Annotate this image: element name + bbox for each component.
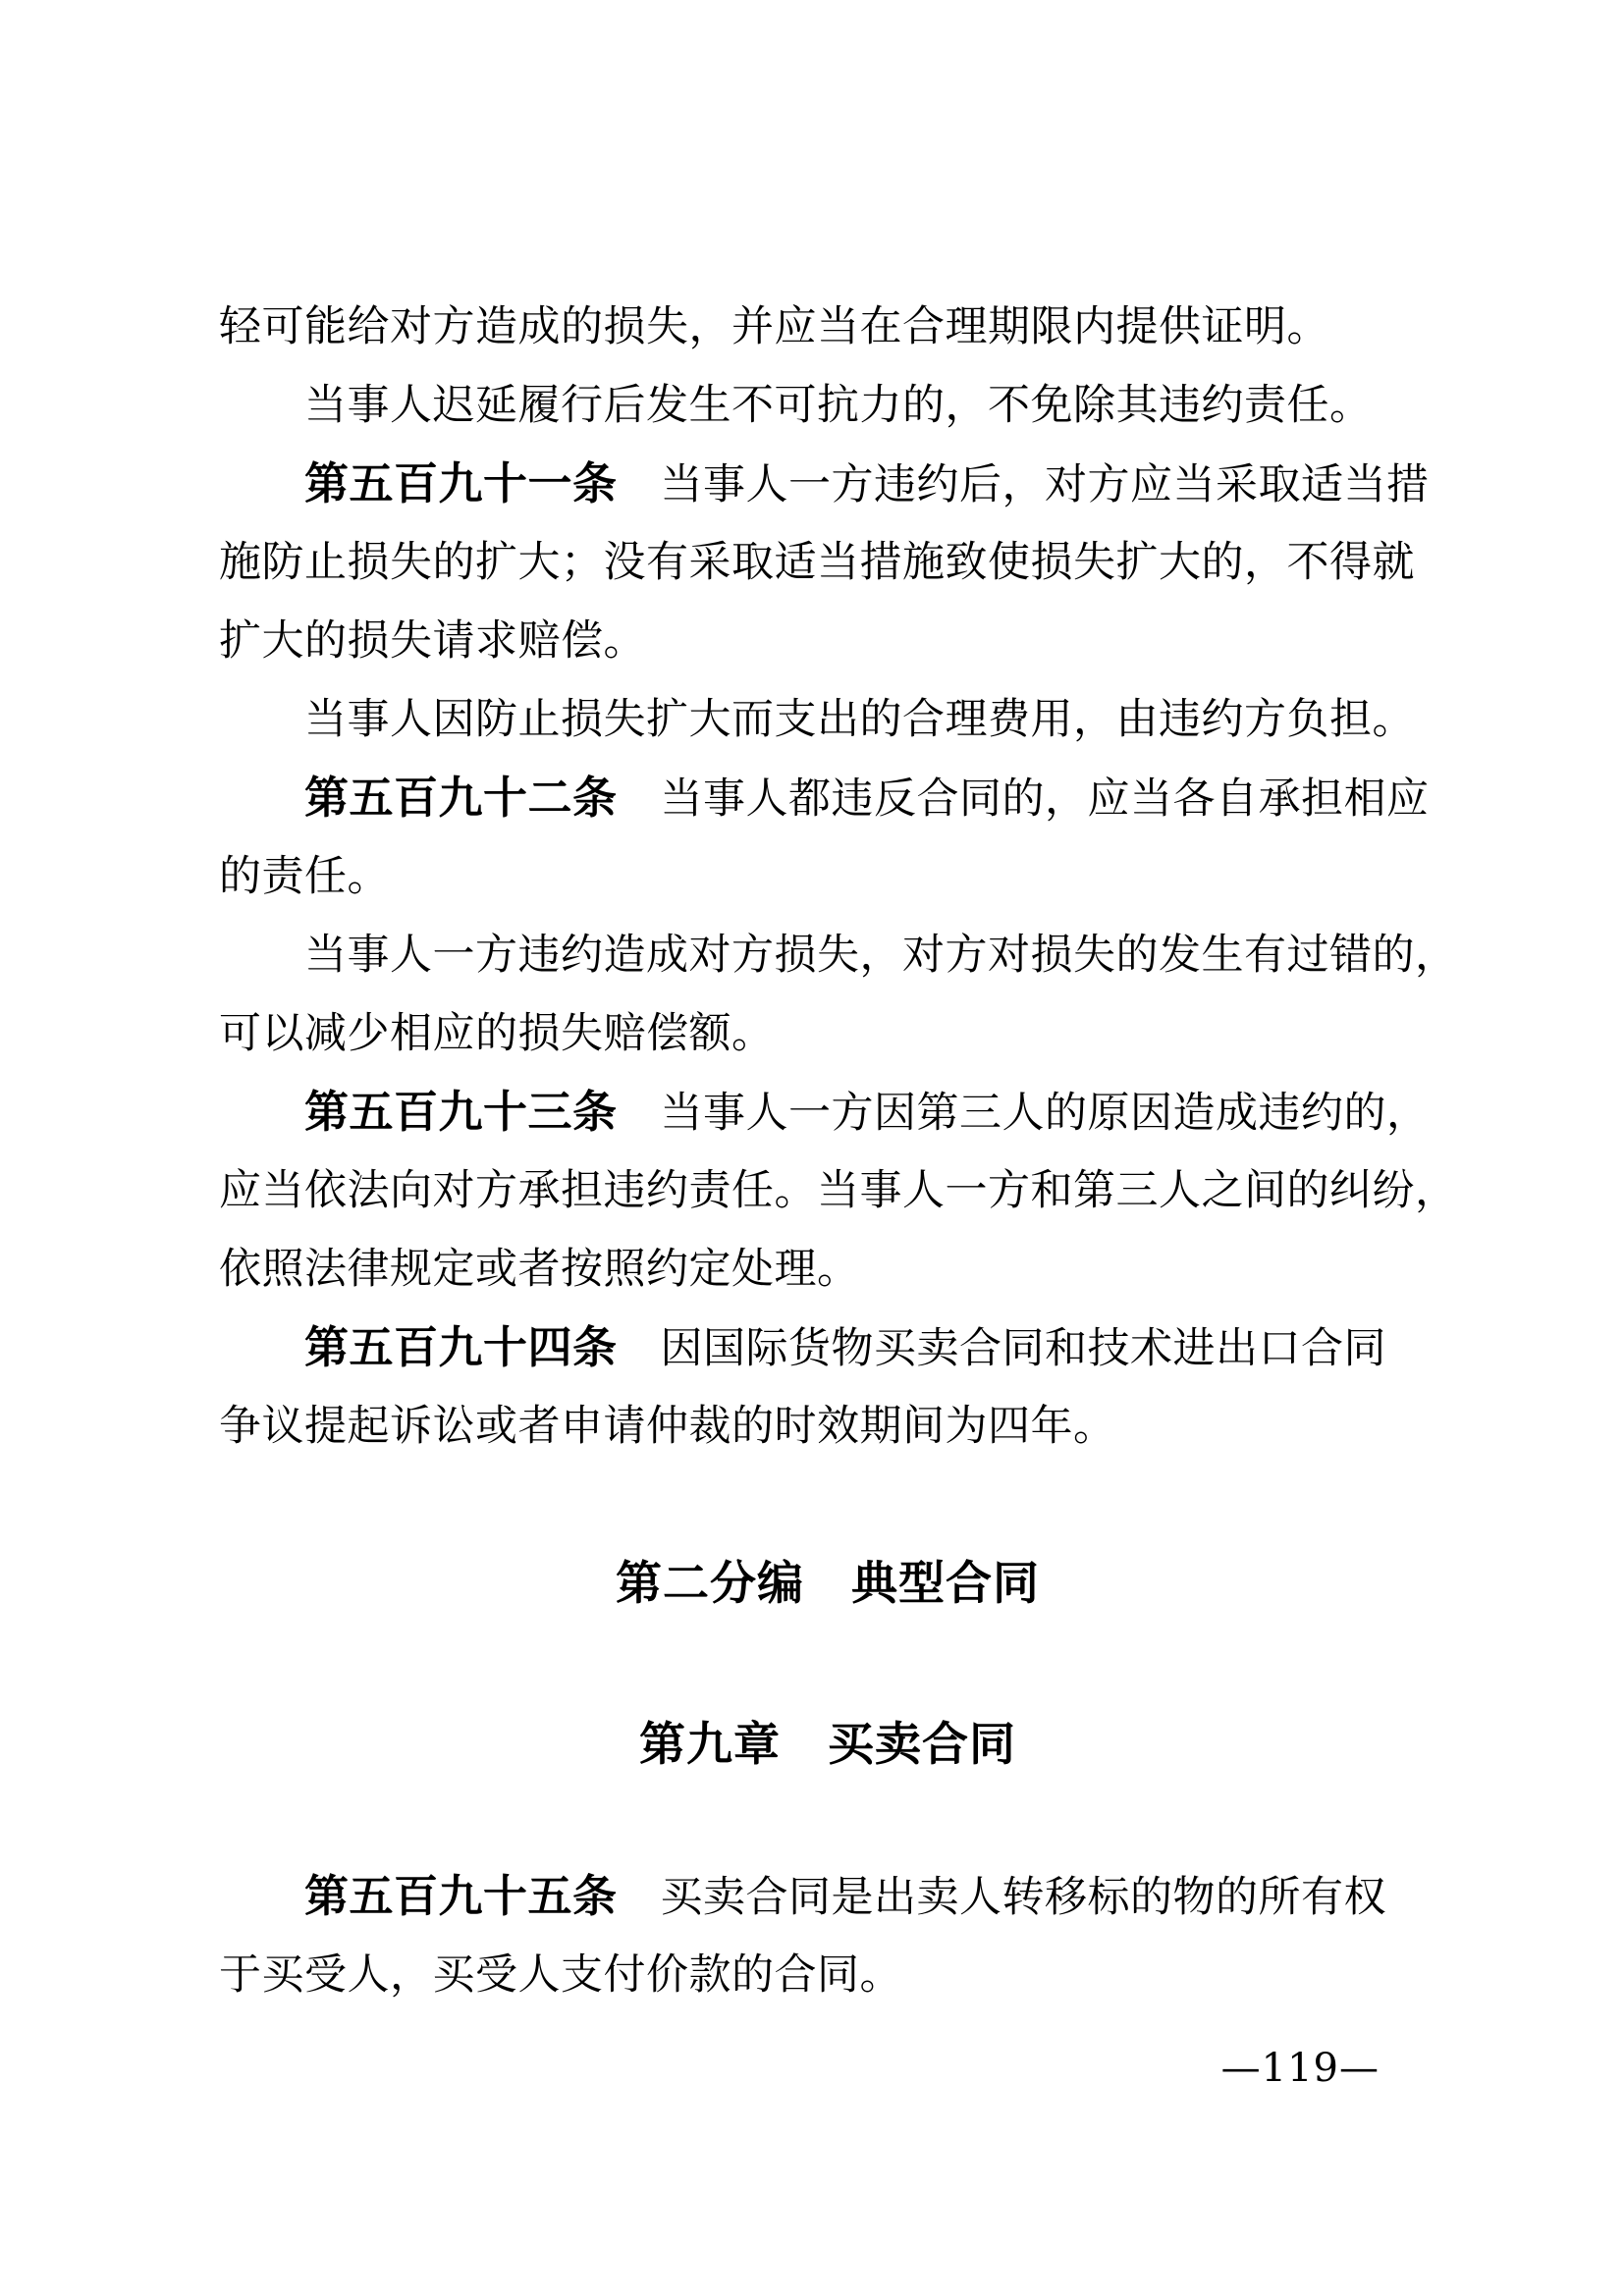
text-line [219,602,1436,680]
article-number-591: 第五百九十一条 [304,457,618,509]
page-number: —119— [1220,2046,1380,2091]
text-line [219,1387,1436,1466]
chapter-heading: 第九章 买卖合同 [639,1718,1016,1772]
line-text: 依照法律规定或者按照约定处理。 [219,1245,860,1294]
text-line [219,680,1436,759]
line-text: 买卖合同是出卖人转移标的物的所有权 [660,1873,1387,1922]
article-number-595: 第五百九十五条 [304,1870,618,1922]
line-text: 扩大的损失请求赔偿。 [219,616,646,666]
line-text: 当事人因防止损失扩大而支出的合理费用，由违约方负担。 [304,695,1415,744]
line-text: 当事人一方因第三人的原因造成违约的， [660,1089,1430,1138]
article-592-line [219,759,1436,837]
text-line [219,837,1436,916]
article-595-line [219,1857,1436,1936]
article-number-592: 第五百九十二条 [304,772,618,824]
text-line [219,1936,1436,2014]
text-line [219,523,1436,602]
text-line [219,1151,1458,1230]
article-593-line [219,1073,1436,1151]
text-line [219,366,1436,445]
line-text: 当事人迟延履行后发生不可抗力的，不免除其违约责任。 [304,381,1373,430]
article-591-line [219,445,1436,523]
line-text: 于买受人，买受人支付价款的合同。 [219,1950,902,2000]
line-text: 当事人一方违约造成对方损失，对方对损失的发生有过错的， [304,931,1458,980]
text-line [219,916,1458,994]
line-text: 因国际货物买卖合同和技术进出口合同 [660,1324,1387,1373]
line-text: 当事人都违反合同的，应当各自承担相应 [660,774,1430,824]
line-text: 轻可能给对方造成的损失，并应当在合理期限内提供证明。 [219,302,1329,351]
part-heading: 第二分编 典型合同 [616,1557,1040,1611]
text-line [219,1230,1436,1308]
line-text: 应当依法向对方承担违约责任。当事人一方和第三人之间的纠纷， [219,1166,1458,1215]
line-text: 的责任。 [219,852,390,901]
line-text: 施防止损失的扩大；没有采取适当措施致使损失扩大的，不得就 [219,538,1415,587]
article-number-594: 第五百九十四条 [304,1321,618,1373]
text-line [219,288,1436,366]
line-text: 当事人一方违约后，对方应当采取适当措 [660,460,1430,509]
article-number-593: 第五百九十三条 [304,1086,618,1138]
line-text: 可以减少相应的损失赔偿额。 [219,1009,775,1058]
text-block [219,288,1458,2014]
article-594-line [219,1308,1436,1387]
line-text: 争议提起诉讼或者申请仲裁的时效期间为四年。 [219,1402,1116,1451]
text-line [219,994,1436,1073]
